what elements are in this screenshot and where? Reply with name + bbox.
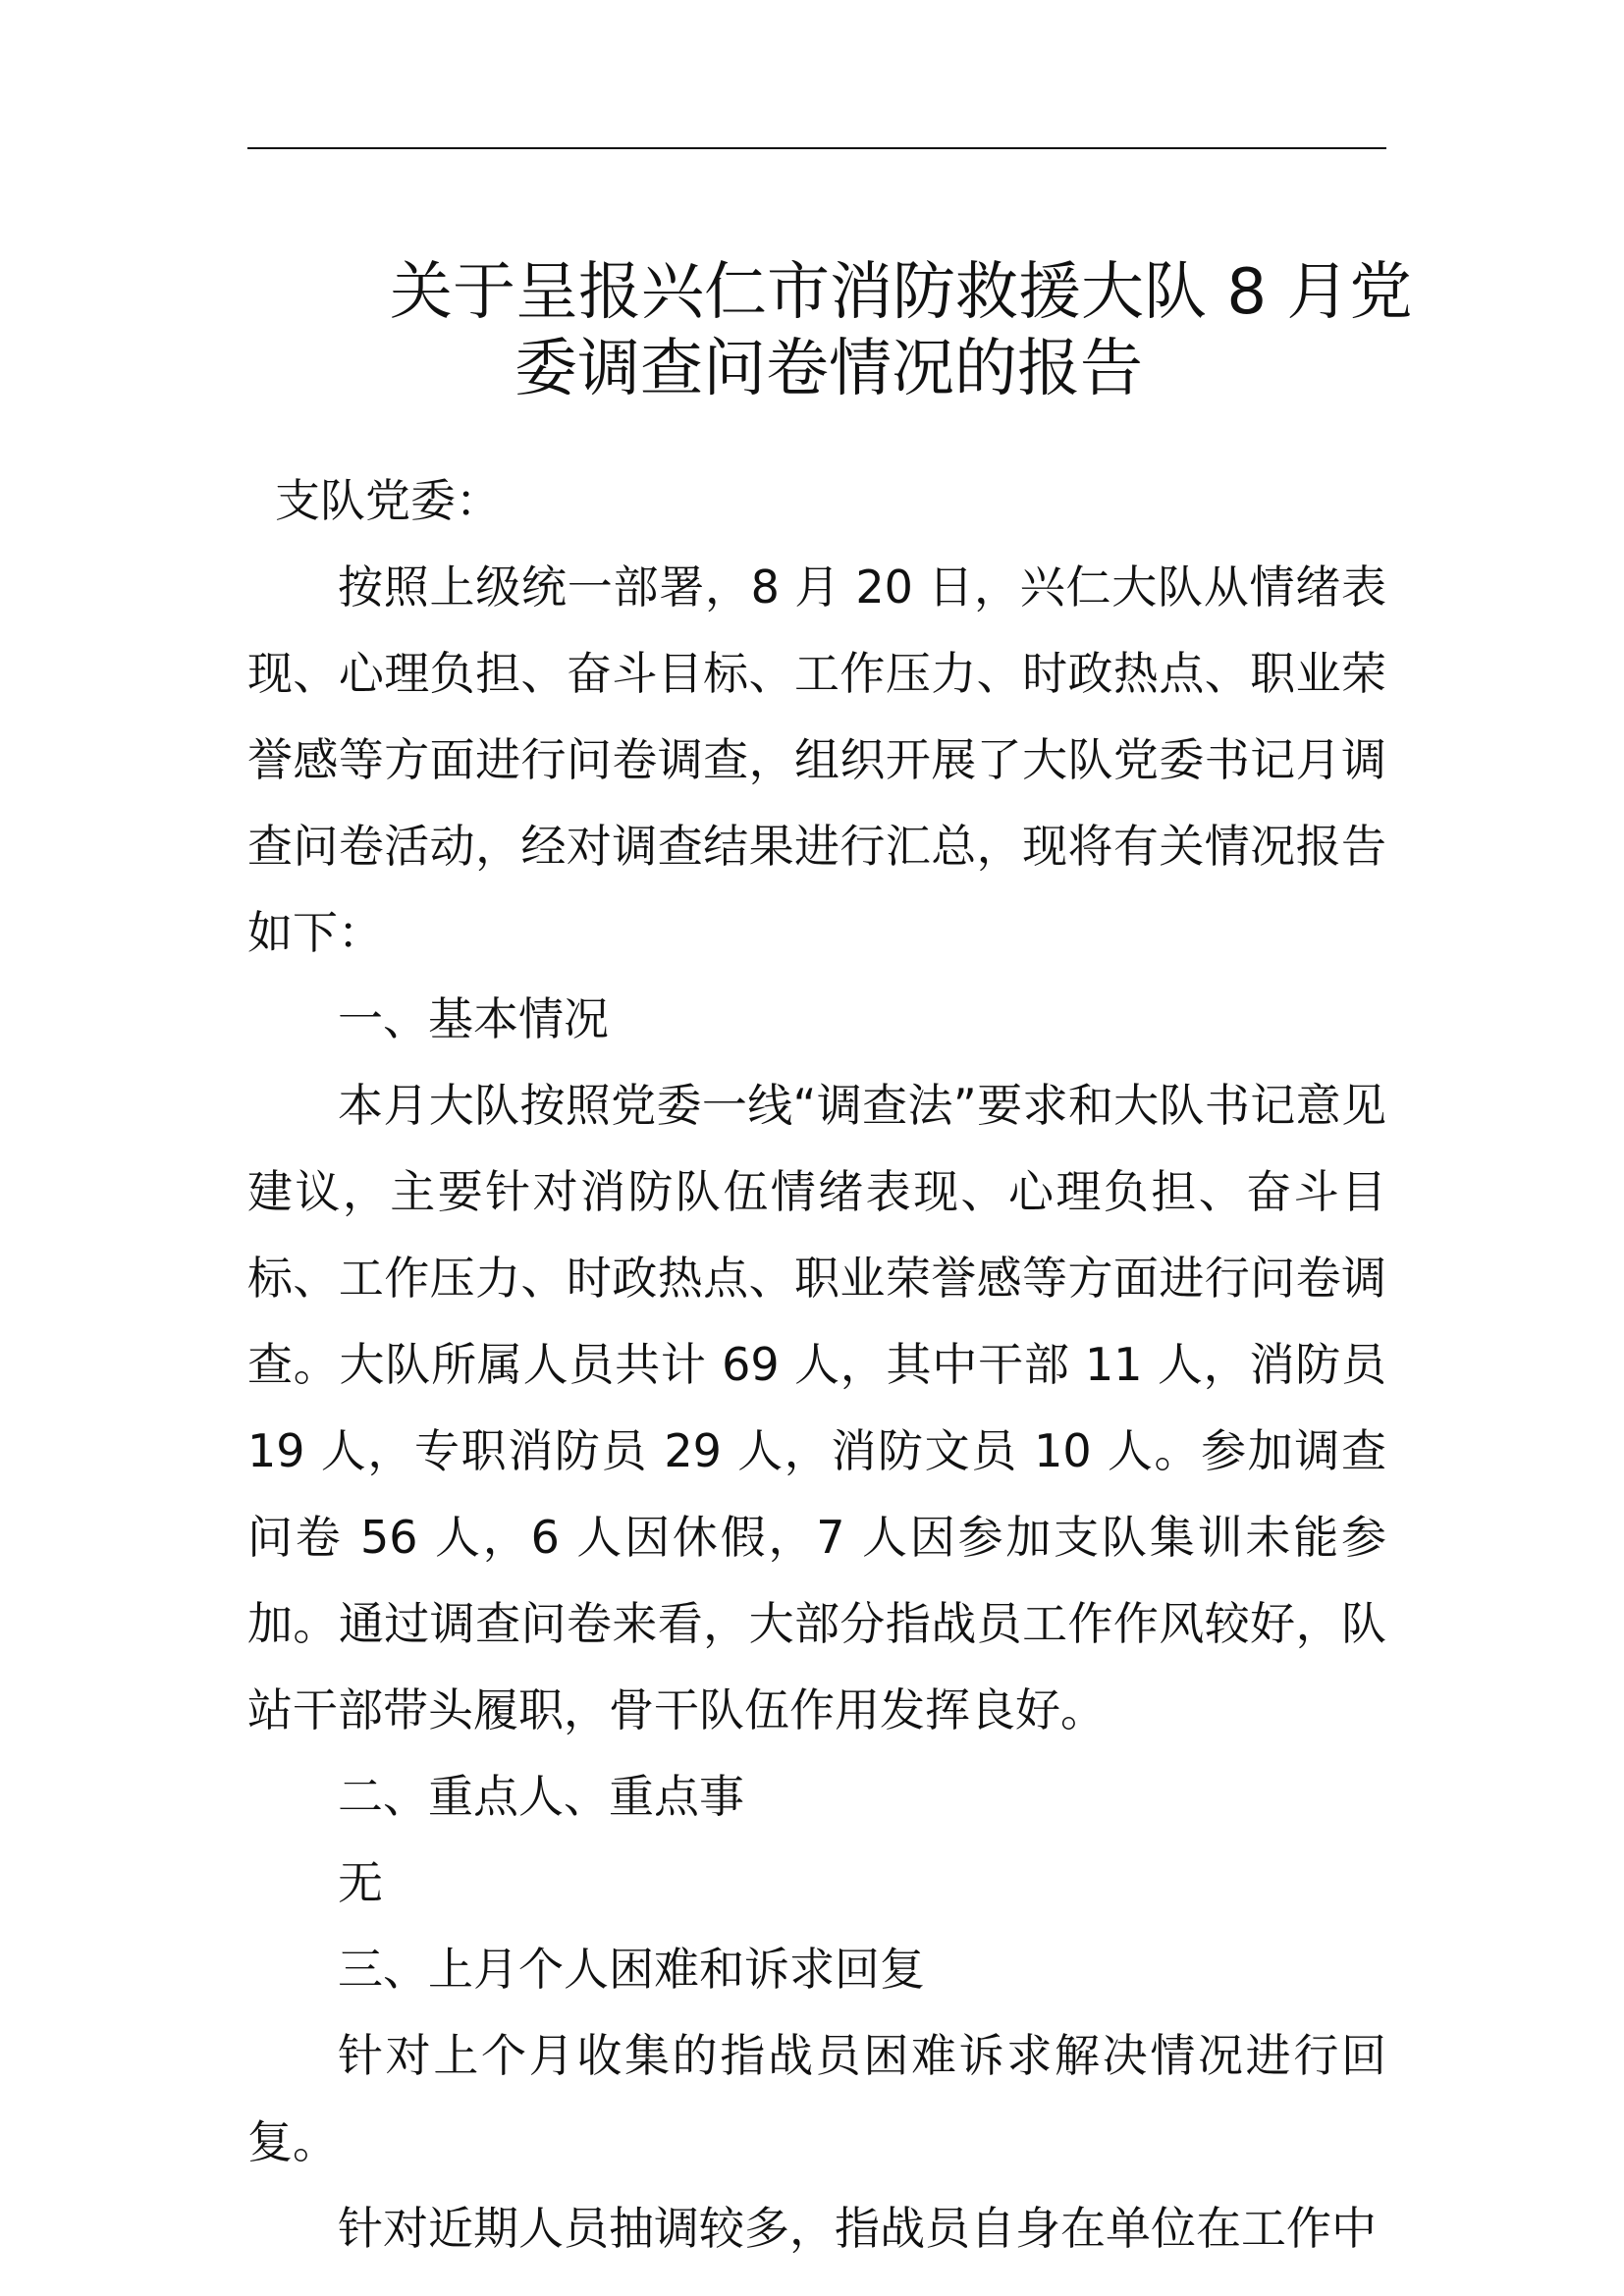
document-body [247,457,1386,2271]
paragraph-none: 无 [338,1856,383,1909]
header-rule [247,147,1386,149]
paragraph-intro: 按照上级统一部署，8 月 20 日，兴仁大队从情绪表现、心理负担、奋斗目标、工作压力、时政热点、职业荣誉感等方面进行问卷调查，组织开展了大队党委书记月调查问卷活动，经对调查结果进行汇总，现将有关情况报告如下： [247,561,1386,959]
title-line-2: 委调查问卷情况的报告 [514,332,1143,405]
section-heading-basic: 一、基本情况 [338,992,609,1045]
paragraph-reply: 针对上个月收集的指战员困难诉求解决情况进行回复。 [247,2029,1386,2168]
salutation: 支队党委： [275,474,501,527]
section-heading-key-people: 二、重点人、重点事 [338,1770,744,1823]
paragraph-continuation: 针对近期人员抽调较多，指战员自身在单位在工作中 [338,2202,1377,2255]
title-line-1: 关于呈报兴仁市消防救援大队 8 月党 [390,255,1413,329]
section-heading-difficulties: 三、上月个人困难和诉求回复 [338,1943,925,1996]
document-title [247,254,1413,407]
paragraph-basic-situation: 本月大队按照党委一线“调查法”要求和大队书记意见建议，主要针对消防队伍情绪表现、心理负担、奋斗目标、工作压力、时政热点、职业荣誉感等方面进行问卷调查。大队所属人员共计 69 人，其中干部 11 人，消防员 19 人，专职消防员 29 人，消防文员 10 人。参加调查问卷 56 人，6 人因休假，7 人因参加支队集训未能参加。通过调查问卷来看，大部分指战员工作作风较好，队站干部带头履职，骨干队伍作用发挥良好。 [247,1079,1386,1736]
